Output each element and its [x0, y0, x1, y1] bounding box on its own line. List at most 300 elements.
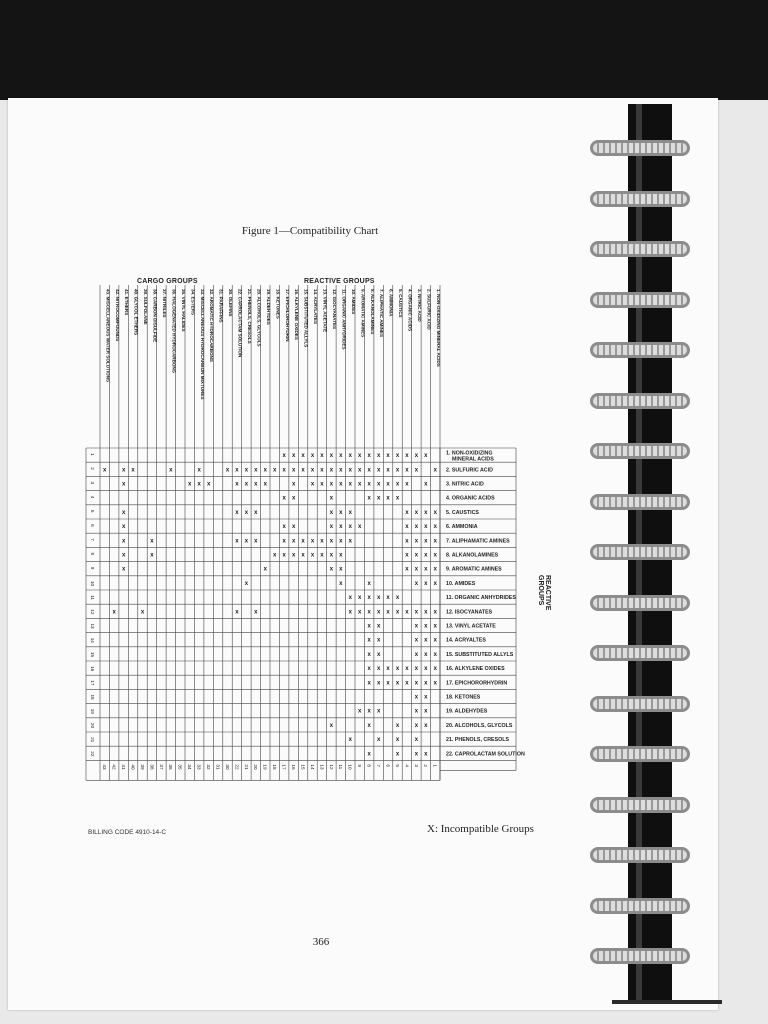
incompatible-mark: x — [273, 552, 277, 559]
row-group-number: 21 — [90, 737, 95, 743]
incompatible-mark: x — [395, 609, 400, 616]
column-group-label: 34. ESTERS — [190, 289, 196, 316]
incompatible-mark: x — [414, 467, 419, 474]
cargo-groups-label: CARGO GROUPS — [137, 278, 198, 285]
billing-code: BILLING CODE 4910-14-C — [88, 829, 167, 836]
incompatible-mark: x — [424, 708, 428, 715]
incompatible-mark: x — [414, 509, 419, 516]
column-group-number: 9 — [357, 764, 363, 767]
incompatible-mark: x — [329, 722, 334, 729]
row-group-number: 11 — [90, 595, 95, 600]
incompatible-mark: x — [395, 467, 400, 474]
row-group-label: 5. CAUSTICS — [446, 509, 479, 516]
incompatible-mark: x — [367, 708, 371, 715]
column-group-number: 32 — [206, 764, 212, 770]
incompatible-mark: x — [395, 495, 400, 502]
incompatible-mark: x — [339, 509, 343, 516]
incompatible-mark: x — [414, 453, 419, 460]
row-group-label: 6. AMMONIA — [446, 524, 478, 531]
incompatible-mark: x — [414, 538, 419, 545]
incompatible-mark: x — [291, 495, 296, 502]
incompatible-mark: x — [376, 467, 381, 474]
incompatible-mark: x — [282, 538, 286, 545]
incompatible-mark: x — [414, 623, 419, 630]
column-group-label: 30. OLEFINS — [228, 289, 234, 317]
column-group-label: 8. ALKANOLAMINES — [369, 289, 375, 335]
column-group-number: 34 — [187, 764, 193, 770]
incompatible-mark: x — [150, 552, 154, 559]
row-group-number: 1 — [90, 453, 95, 456]
column-group-number: 3 — [413, 764, 419, 767]
column-group-label: 21. PHENOLS, CRESOLS — [246, 289, 252, 344]
row-group-label: 11. ORGANIC ANHYDRIDES — [446, 595, 516, 602]
incompatible-mark: x — [291, 524, 296, 531]
row-group-label: 14. ACRYALTES — [446, 637, 486, 644]
column-group-label: 36. HALOGENATED HYDROCARBONS — [171, 289, 177, 373]
incompatible-mark: x — [405, 467, 409, 474]
incompatible-mark: x — [339, 552, 343, 559]
incompatible-mark: x — [254, 467, 258, 474]
incompatible-mark: x — [405, 481, 409, 488]
incompatible-mark: x — [121, 566, 126, 573]
incompatible-mark: x — [433, 651, 437, 658]
incompatible-mark: x — [291, 453, 296, 460]
incompatible-mark: x — [121, 552, 126, 559]
incompatible-mark: x — [225, 467, 230, 474]
incompatible-mark: x — [424, 680, 428, 687]
column-group-number: 35 — [177, 764, 183, 770]
row-group-label: 17. EPICHORORHYDRIN — [446, 680, 508, 687]
incompatible-mark: x — [188, 481, 192, 488]
incompatible-mark: x — [376, 666, 381, 673]
incompatible-mark: x — [367, 467, 371, 474]
incompatible-mark: x — [367, 680, 371, 687]
column-group-number: 14 — [309, 764, 315, 770]
incompatible-mark: x — [320, 481, 324, 488]
incompatible-mark: x — [131, 467, 135, 474]
incompatible-mark: x — [121, 509, 126, 516]
incompatible-mark: x — [367, 722, 371, 729]
incompatible-mark: x — [424, 580, 428, 587]
column-group-label: 33. MISCELLANEOUS HYDROCARBON MIXTURES — [199, 289, 205, 400]
incompatible-mark: x — [329, 538, 334, 545]
incompatible-mark: x — [348, 524, 352, 531]
column-group-label: 42. NITROCOMPOUNDS — [114, 289, 120, 342]
incompatible-mark: x — [367, 751, 371, 758]
incompatible-mark: x — [414, 552, 419, 559]
incompatible-mark: x — [320, 552, 324, 559]
incompatible-mark: x — [414, 609, 419, 616]
incompatible-mark: x — [112, 609, 116, 616]
incompatible-mark: x — [329, 467, 334, 474]
incompatible-mark: x — [329, 566, 334, 573]
row-group-label: 12. ISOCYANATES — [446, 609, 493, 616]
column-group-label: 12. ISOCYANATES — [331, 289, 337, 330]
incompatible-mark: x — [424, 666, 428, 673]
incompatible-mark: x — [395, 680, 400, 687]
row-group-label: 19. ALDEHYDES — [446, 708, 488, 715]
incompatible-mark: x — [235, 509, 239, 516]
column-group-label: 3. NITRIC ACID — [416, 289, 422, 322]
row-group-number: 19 — [90, 708, 95, 714]
incompatible-mark: x — [424, 453, 428, 460]
incompatible-mark: x — [273, 467, 277, 474]
column-group-label: 32. AROMATIC HYDROCARBONS — [209, 289, 215, 362]
column-group-number: 38 — [149, 764, 155, 770]
incompatible-mark: x — [103, 467, 107, 474]
column-group-label: 6. AMMONIA — [388, 289, 394, 317]
incompatible-mark: x — [405, 666, 409, 673]
incompatible-mark: x — [301, 552, 305, 559]
incompatible-mark: x — [263, 566, 267, 573]
incompatible-mark: x — [329, 481, 334, 488]
row-group-label: 8. ALKANOLAMINES — [446, 552, 499, 559]
incompatible-mark: x — [358, 708, 362, 715]
incompatible-mark: x — [424, 751, 428, 758]
incompatible-mark: x — [386, 609, 390, 616]
incompatible-mark: x — [310, 538, 315, 545]
row-group-label: 16. ALKYLENE OXIDES — [446, 666, 505, 673]
incompatible-mark: x — [320, 538, 324, 545]
incompatible-mark: x — [376, 680, 381, 687]
column-group-number: 30 — [224, 764, 230, 770]
incompatible-mark: x — [282, 495, 286, 502]
column-group-number: 36 — [168, 764, 174, 770]
incompatible-mark: x — [424, 538, 428, 545]
incompatible-mark: x — [348, 737, 352, 744]
incompatible-mark: x — [301, 538, 305, 545]
row-group-number: 13 — [90, 623, 95, 629]
incompatible-mark: x — [367, 651, 371, 658]
incompatible-mark: x — [367, 580, 371, 587]
incompatible-mark: x — [395, 453, 400, 460]
incompatible-mark: x — [329, 524, 334, 531]
incompatible-mark: x — [197, 467, 201, 474]
incompatible-mark: x — [263, 467, 267, 474]
row-group-number: 2 — [90, 467, 95, 470]
row-group-label: 3. NITRIC ACID — [446, 481, 484, 488]
row-group-label: 20. ALCOHOLS, GLYCOLS — [446, 722, 513, 729]
row-group-label: 18. KETONES — [446, 694, 481, 701]
incompatible-mark: x — [414, 722, 419, 729]
column-group-label: 14. ACRYLATES — [313, 289, 319, 325]
column-group-label: 7. ALIPHATIC AMINES — [379, 289, 385, 338]
incompatible-mark: x — [367, 666, 371, 673]
column-group-number: 33 — [196, 764, 202, 770]
incompatible-mark: x — [405, 680, 409, 687]
column-group-number: 31 — [215, 764, 221, 770]
incompatible-mark: x — [291, 552, 296, 559]
column-group-number: 11 — [338, 764, 344, 770]
incompatible-mark: x — [433, 524, 437, 531]
column-group-label: 11. ORGANIC ANHYDRIDES — [341, 289, 347, 350]
row-group-number: 16 — [90, 666, 95, 672]
incompatible-mark: x — [235, 538, 239, 545]
incompatible-mark: x — [244, 538, 249, 545]
incompatible-mark: x — [414, 524, 419, 531]
column-group-label: 39. SULFOLANE — [143, 289, 149, 325]
incompatible-mark: x — [310, 552, 315, 559]
incompatible-mark: x — [339, 580, 343, 587]
incompatible-mark: x — [121, 524, 126, 531]
row-group-label: 1. NON-OXIDIZING — [446, 450, 493, 457]
row-group-label: 2. SULFURIC ACID — [446, 467, 493, 474]
column-group-number: 10 — [347, 764, 353, 770]
incompatible-mark: x — [121, 481, 126, 488]
column-group-number: 1 — [432, 764, 438, 767]
incompatible-mark: x — [339, 481, 343, 488]
incompatible-mark: x — [433, 666, 437, 673]
row-group-label: 22. CAPROLACTAM SOLUTION — [446, 751, 525, 758]
incompatible-mark: x — [348, 595, 352, 602]
incompatible-mark: x — [386, 595, 390, 602]
incompatible-mark: x — [433, 552, 437, 559]
incompatible-mark: x — [320, 453, 324, 460]
incompatible-mark: x — [414, 751, 419, 758]
column-group-number: 18 — [272, 764, 278, 770]
row-group-number: 20 — [90, 722, 95, 729]
incompatible-mark: x — [367, 453, 371, 460]
incompatible-mark: x — [376, 495, 381, 502]
column-group-label: 38. CARBON DISULFIDE — [152, 289, 158, 343]
incompatible-mark: x — [395, 666, 400, 673]
incompatible-mark: x — [405, 453, 409, 460]
incompatible-mark: x — [395, 722, 400, 729]
column-group-label: 15. SUBSTITUTED ALLYLS — [303, 289, 309, 348]
incompatible-mark: x — [424, 509, 428, 516]
column-group-label: 17. EPICHLOROHYDRIN — [284, 289, 290, 342]
column-group-number: 37 — [158, 764, 164, 770]
incompatible-mark: x — [244, 481, 249, 488]
incompatible-mark: x — [367, 595, 371, 602]
incompatible-mark: x — [424, 651, 428, 658]
incompatible-mark: x — [433, 623, 437, 630]
incompatible-mark: x — [433, 609, 437, 616]
column-group-number: 4 — [404, 764, 410, 767]
incompatible-mark: x — [424, 566, 428, 573]
column-group-number: 39 — [139, 764, 145, 770]
incompatible-mark: x — [121, 467, 126, 474]
incompatible-mark: x — [206, 481, 211, 488]
incompatible-mark: x — [150, 538, 154, 545]
incompatible-mark: x — [329, 453, 334, 460]
figure-title: Figure 1—Compatibility Chart — [241, 225, 379, 237]
incompatible-mark: x — [329, 509, 334, 516]
incompatible-mark: x — [367, 637, 371, 644]
row-group-number: 18 — [90, 694, 95, 700]
incompatible-mark: x — [395, 595, 400, 602]
incompatible-mark: x — [395, 737, 400, 744]
incompatible-mark: x — [348, 509, 352, 516]
incompatible-mark: x — [414, 737, 419, 744]
column-group-number: 41 — [121, 764, 127, 770]
incompatible-mark: x — [358, 481, 362, 488]
incompatible-mark: x — [282, 552, 286, 559]
incompatible-mark: x — [424, 524, 428, 531]
row-group-number: 6 — [90, 524, 95, 527]
incompatible-mark: x — [291, 481, 296, 488]
incompatible-mark: x — [339, 524, 343, 531]
legend-text: X: Incompatible Groups — [427, 823, 534, 835]
incompatible-mark: x — [367, 609, 371, 616]
column-group-label: 10. AMIDES — [350, 289, 356, 315]
incompatible-mark: x — [348, 538, 352, 545]
incompatible-mark: x — [376, 708, 381, 715]
incompatible-mark: x — [169, 467, 173, 474]
column-group-label: 9. AROMATIC AMINES — [360, 289, 366, 338]
incompatible-mark: x — [414, 666, 419, 673]
column-group-number: 6 — [385, 764, 391, 767]
incompatible-mark: x — [424, 637, 428, 644]
incompatible-mark: x — [414, 680, 419, 687]
incompatible-mark: x — [376, 595, 381, 602]
reactive-groups-label: REACTIVE GROUPS — [304, 278, 375, 285]
incompatible-mark: x — [282, 453, 286, 460]
incompatible-mark: x — [433, 566, 437, 573]
incompatible-mark: x — [301, 453, 305, 460]
row-group-number: 17 — [90, 680, 95, 686]
row-group-number: 4 — [90, 495, 95, 499]
incompatible-mark: x — [121, 538, 126, 545]
incompatible-mark: x — [235, 609, 239, 616]
incompatible-mark: x — [386, 680, 390, 687]
incompatible-mark: x — [358, 453, 362, 460]
column-group-label: 16. ALKYLENE OXIDES — [294, 289, 300, 340]
row-group-number: 7 — [90, 538, 95, 541]
incompatible-mark: x — [405, 552, 409, 559]
column-group-label: 1. NON-OXIDIZING MINERAL ACIDS — [435, 289, 441, 367]
column-group-label: 13. VINYL ACETATE — [322, 289, 328, 333]
incompatible-mark: x — [197, 481, 201, 488]
incompatible-mark: x — [310, 453, 315, 460]
incompatible-mark: x — [339, 566, 343, 573]
column-group-number: 5 — [394, 764, 400, 767]
incompatible-mark: x — [310, 481, 315, 488]
row-group-number: 10 — [90, 580, 95, 587]
column-group-label: 19. ALDEHYDES — [265, 289, 271, 325]
incompatible-mark: x — [433, 467, 437, 474]
row-group-number: 14 — [90, 637, 95, 643]
column-group-number: 15 — [300, 764, 306, 770]
incompatible-mark: x — [386, 453, 390, 460]
incompatible-mark: x — [414, 637, 419, 644]
page-number: 366 — [312, 936, 330, 948]
incompatible-mark: x — [386, 467, 390, 474]
row-group-number: 5 — [90, 509, 95, 513]
incompatible-mark: x — [414, 651, 419, 658]
incompatible-mark: x — [433, 680, 437, 687]
incompatible-mark: x — [424, 623, 428, 630]
incompatible-mark: x — [376, 651, 381, 658]
incompatible-mark: x — [282, 524, 286, 531]
column-group-number: 19 — [262, 764, 268, 770]
incompatible-mark: x — [376, 637, 381, 644]
incompatible-mark: x — [263, 481, 267, 488]
incompatible-mark: x — [433, 580, 437, 587]
incompatible-mark: x — [244, 467, 249, 474]
incompatible-mark: x — [320, 467, 324, 474]
column-group-label: 22. CAPROLACTAM SOLUTION — [237, 289, 243, 358]
row-group-label: 9. AROMATIC AMINES — [446, 566, 502, 573]
incompatible-mark: x — [414, 708, 419, 715]
side-reactive-groups-label: REACTIVE GROUPS — [537, 575, 551, 611]
incompatible-mark: x — [386, 666, 390, 673]
incompatible-mark: x — [424, 552, 428, 559]
incompatible-mark: x — [358, 524, 362, 531]
column-group-number: 12 — [328, 764, 334, 770]
incompatible-mark: x — [414, 694, 419, 701]
column-group-number: 7 — [376, 764, 382, 767]
column-group-number: 8 — [366, 764, 372, 767]
incompatible-mark: x — [424, 694, 428, 701]
incompatible-mark: x — [339, 467, 343, 474]
incompatible-mark: x — [405, 524, 409, 531]
incompatible-mark: x — [376, 609, 381, 616]
incompatible-mark: x — [244, 509, 249, 516]
incompatible-mark: x — [376, 737, 381, 744]
incompatible-mark: x — [424, 722, 428, 729]
column-group-label: 31. PARAFFINS — [218, 289, 224, 323]
column-group-label: 5. CAUSTICS — [398, 289, 404, 318]
column-group-label: 40. GLYCOL ETHERS — [133, 289, 139, 336]
column-group-number: 22 — [234, 764, 240, 770]
incompatible-mark: x — [405, 566, 409, 573]
row-group-label: MINERAL ACIDS — [452, 456, 494, 463]
incompatible-mark: x — [254, 509, 258, 516]
column-group-label: 20. ALCOHOLS, GLYCOLS — [256, 289, 262, 347]
row-group-number: 22 — [90, 751, 95, 757]
incompatible-mark: x — [395, 481, 400, 488]
incompatible-mark: x — [348, 467, 352, 474]
incompatible-mark: x — [339, 453, 343, 460]
column-group-number: 16 — [291, 764, 297, 770]
incompatible-mark: x — [433, 509, 437, 516]
incompatible-mark: x — [282, 467, 286, 474]
incompatible-mark: x — [395, 751, 400, 758]
incompatible-mark: x — [367, 495, 371, 502]
incompatible-mark: x — [235, 467, 239, 474]
incompatible-mark: x — [348, 453, 352, 460]
incompatible-mark: x — [339, 538, 343, 545]
row-group-label: 15. SUBSTITUTED ALLYLS — [446, 651, 514, 658]
incompatible-mark: x — [254, 609, 258, 616]
incompatible-mark: x — [386, 495, 390, 502]
row-group-number: 15 — [90, 651, 95, 658]
row-group-number: 9 — [90, 566, 95, 570]
column-group-label: 18. KETONES — [275, 289, 281, 319]
incompatible-mark: x — [254, 538, 258, 545]
incompatible-mark: x — [310, 467, 315, 474]
incompatible-mark: x — [235, 481, 239, 488]
incompatible-mark: x — [405, 509, 409, 516]
incompatible-mark: x — [414, 580, 419, 587]
column-group-label: 35. VINYL HALIDES — [180, 289, 186, 332]
incompatible-mark: x — [433, 538, 437, 545]
column-group-label: 43. MISCELLANEOUS WATER SOLUTIONS — [105, 289, 111, 383]
incompatible-mark: x — [140, 609, 145, 616]
incompatible-mark: x — [254, 481, 258, 488]
column-group-label: 37. NITRILES — [161, 289, 167, 318]
row-group-label: 13. VINYL ACETATE — [446, 623, 496, 630]
column-group-number: 21 — [243, 764, 249, 770]
row-group-label: 4. ORGANIC ACIDS — [446, 495, 495, 502]
column-group-number: 20 — [253, 764, 259, 770]
column-group-number: 40 — [130, 764, 136, 770]
column-group-number: 13 — [319, 764, 325, 770]
row-group-label: 7. ALIPHAMATIC AMINES — [446, 538, 510, 545]
row-group-number: 12 — [90, 609, 95, 615]
incompatible-mark: x — [301, 467, 305, 474]
